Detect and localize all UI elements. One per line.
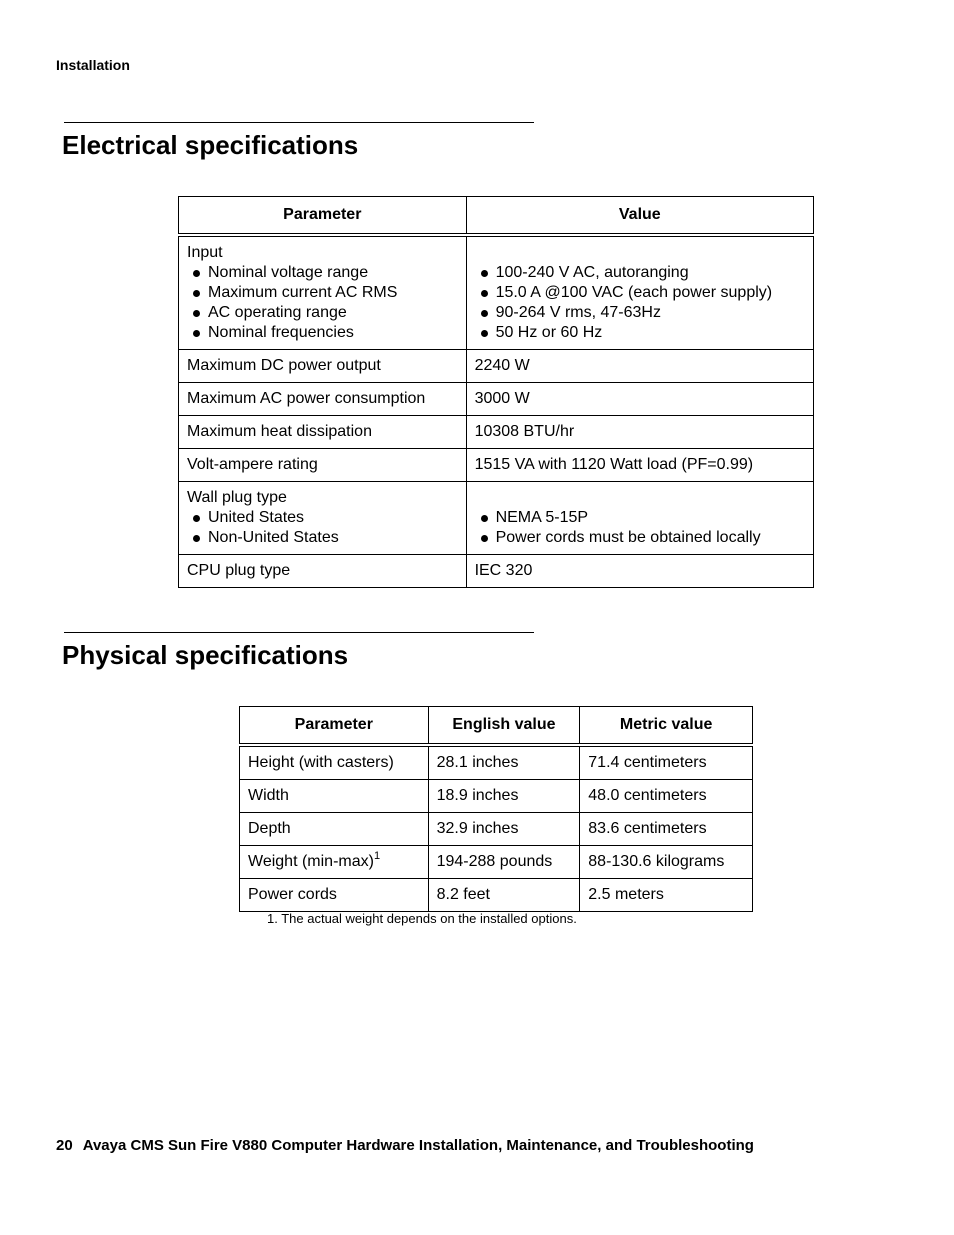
table-row [240, 879, 753, 912]
param-cell: Maximum DC power output [179, 350, 467, 383]
param-cell: Depth [240, 813, 429, 846]
list-item: AC operating range [187, 303, 458, 323]
english-cell: 28.1 inches [428, 745, 580, 780]
value-cell: IEC 320 [466, 555, 813, 588]
value-cell: 3000 W [466, 383, 813, 416]
footnote: 1. The actual weight depends on the installed options. [267, 911, 577, 926]
input-value-cell [466, 235, 813, 350]
english-cell: 32.9 inches [428, 813, 580, 846]
list-item: 50 Hz or 60 Hz [475, 323, 805, 343]
table-row [179, 482, 814, 555]
list-item: NEMA 5-15P [475, 508, 805, 528]
metric-cell: 48.0 centimeters [580, 780, 753, 813]
wall-plug-value-list [475, 508, 805, 548]
metric-cell: 2.5 meters [580, 879, 753, 912]
english-cell: 8.2 feet [428, 879, 580, 912]
physical-spec-table [239, 706, 753, 912]
electrical-section-title: Electrical specifications [62, 130, 359, 160]
running-footer [56, 1137, 754, 1154]
input-param-list [187, 263, 458, 343]
input-value-list [475, 263, 805, 343]
english-cell: 194-288 pounds [428, 846, 580, 879]
table-row [240, 745, 753, 780]
section-rule [64, 122, 534, 123]
column-header-parameter: Parameter [179, 197, 467, 236]
list-item: 100-240 V AC, autoranging [475, 263, 805, 283]
page-number: 20 [56, 1137, 73, 1154]
wall-plug-param-cell [179, 482, 467, 555]
value-cell: 2240 W [466, 350, 813, 383]
column-header-english-value: English value [428, 707, 580, 746]
list-item: Non-United States [187, 528, 458, 548]
table-header-row [240, 707, 753, 746]
section-rule [64, 632, 534, 633]
table-row [179, 555, 814, 588]
column-header-parameter: Parameter [240, 707, 429, 746]
param-cell: CPU plug type [179, 555, 467, 588]
table-row [179, 383, 814, 416]
param-cell: Volt-ampere rating [179, 449, 467, 482]
column-header-metric-value: Metric value [580, 707, 753, 746]
param-cell: Width [240, 780, 429, 813]
table-row [179, 449, 814, 482]
table-row [240, 813, 753, 846]
wall-plug-param-list [187, 508, 458, 548]
input-param-cell [179, 235, 467, 350]
value-cell: 10308 BTU/hr [466, 416, 813, 449]
electrical-spec-table [178, 196, 814, 588]
list-item: 90-264 V rms, 47-63Hz [475, 303, 805, 323]
list-item: Nominal voltage range [187, 263, 458, 283]
list-item: Nominal frequencies [187, 323, 458, 343]
param-cell: Maximum heat dissipation [179, 416, 467, 449]
table-row [179, 350, 814, 383]
running-header: Installation [56, 57, 130, 73]
wall-plug-label: Wall plug type [187, 489, 287, 506]
list-item: United States [187, 508, 458, 528]
column-header-value: Value [466, 197, 813, 236]
footnote-ref: 1 [373, 849, 381, 862]
list-item: Maximum current AC RMS [187, 283, 458, 303]
metric-cell: 83.6 centimeters [580, 813, 753, 846]
metric-cell: 71.4 centimeters [580, 745, 753, 780]
input-label: Input [187, 244, 223, 261]
metric-cell: 88-130.6 kilograms [580, 846, 753, 879]
param-cell: Height (with casters) [240, 745, 429, 780]
document-title: Avaya CMS Sun Fire V880 Computer Hardware Installation, Maintenance, and Troubleshooting [82, 1137, 754, 1154]
list-item: 15.0 A @100 VAC (each power supply) [475, 283, 805, 303]
weight-param-label: Weight (min-max) [248, 853, 374, 870]
english-cell: 18.9 inches [428, 780, 580, 813]
table-row [240, 780, 753, 813]
param-cell [240, 846, 429, 879]
list-item: Power cords must be obtained locally [475, 528, 805, 548]
table-row [240, 846, 753, 879]
param-cell: Power cords [240, 879, 429, 912]
table-header-row [179, 197, 814, 236]
value-cell: 1515 VA with 1120 Watt load (PF=0.99) [466, 449, 813, 482]
wall-plug-value-cell [466, 482, 813, 555]
table-row [179, 235, 814, 350]
physical-section-title: Physical specifications [62, 640, 349, 670]
table-row [179, 416, 814, 449]
param-cell: Maximum AC power consumption [179, 383, 467, 416]
